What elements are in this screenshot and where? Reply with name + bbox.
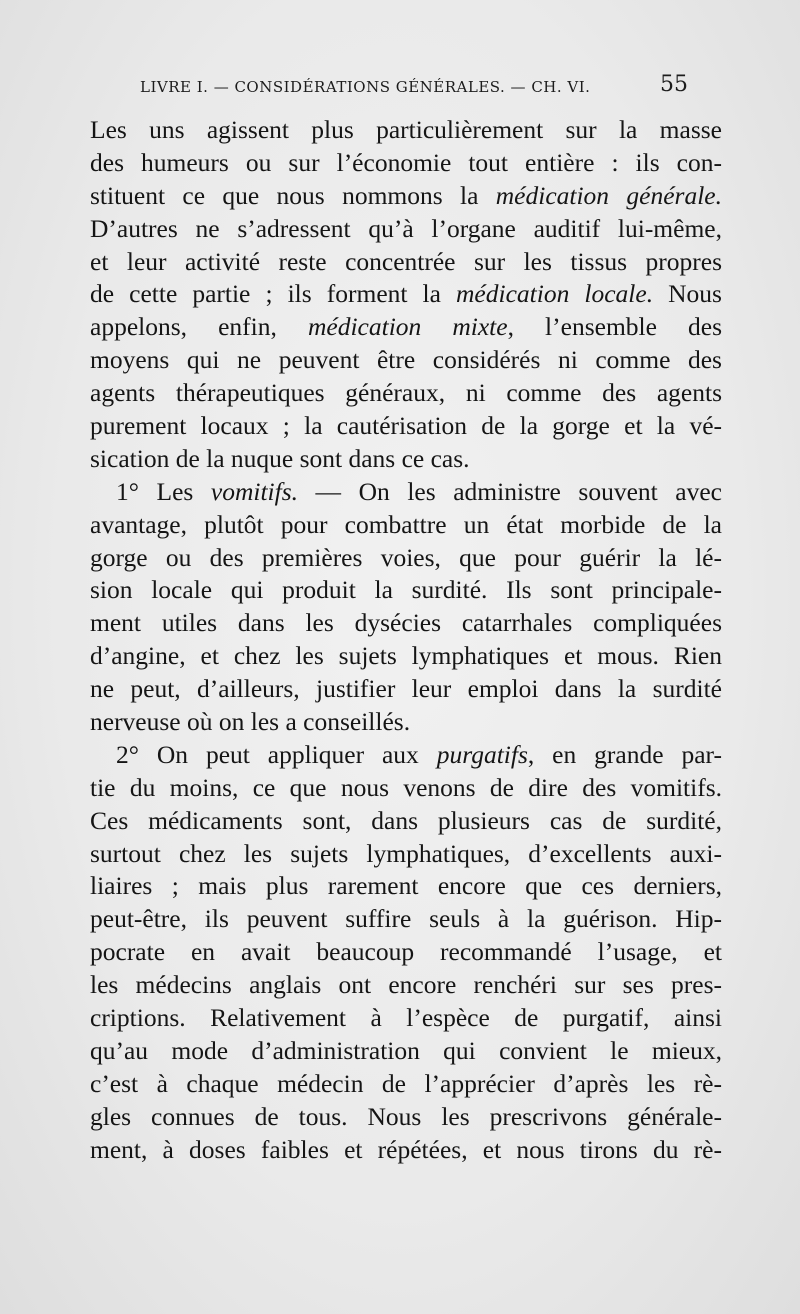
text-line: des humeurs ou sur l’économie tout entière : ils con- xyxy=(90,147,722,177)
text-line: D’autres ne s’adressent qu’à l’organe auditif lui-même, xyxy=(90,213,722,243)
text-line: peut-être, ils peuvent suffire seuls à la guérison. Hip- xyxy=(90,904,722,934)
text-line: d’angine, et chez les sujets lymphatiques et mous. Rien xyxy=(90,641,722,671)
text-line: appelons, enfin, médication mixte, l’ensemble des xyxy=(90,312,723,342)
running-title: LIVRE I. — CONSIDÉRATIONS GÉNÉRALES. — CH. VI. xyxy=(140,78,591,96)
text-line: et leur activité reste concentrée sur les tissus propres xyxy=(90,246,722,276)
text-line: 2° On peut appliquer aux purgatifs, en grande par- xyxy=(116,739,722,769)
text-line: les médecins anglais ont encore renchéri sur ses pres- xyxy=(90,970,722,1000)
body-text xyxy=(90,114,722,1167)
text-line: agents thérapeutiques généraux, ni comme des agents xyxy=(90,378,722,408)
text-line: avantage, plutôt pour combattre un état morbide de la xyxy=(90,509,722,539)
page-number: 55 xyxy=(660,72,688,97)
text-line: liaires ; mais plus rarement encore que ces derniers, xyxy=(90,871,722,901)
text-line: moyens qui ne peuvent être considérés ni comme des xyxy=(90,345,722,375)
text-line: Les uns agissent plus particulièrement sur la masse xyxy=(90,115,722,144)
text-line: de cette partie ; ils forment la médication locale. Nous xyxy=(90,279,722,309)
text-line: purement locaux ; la cautérisation de la gorge et la vé- xyxy=(90,411,722,441)
text-line: criptions. Relativement à l’espèce de purgatif, ainsi xyxy=(90,1003,722,1033)
text-line: nerveuse où on les a conseillés. xyxy=(90,707,411,737)
text-line: sion locale qui produit la surdité. Ils sont principale- xyxy=(90,575,722,605)
text-line: pocrate en avait beaucoup recommandé l’usage, et xyxy=(90,937,722,967)
text-line: ne peut, d’ailleurs, justifier leur emploi dans la surdité xyxy=(90,674,722,704)
text-line: gles connues de tous. Nous les prescrivons générale- xyxy=(90,1101,722,1131)
text-line: qu’au mode d’administration qui convient le mieux, xyxy=(90,1035,722,1065)
text-line: ment, à doses faibles et répétées, et nous tirons du rè- xyxy=(90,1134,722,1164)
text-line: ment utiles dans les dysécies catarrhales compliquées xyxy=(90,608,722,638)
text-line: stituent ce que nous nommons la médication générale. xyxy=(90,180,722,210)
text-line: Ces médicaments sont, dans plusieurs cas de surdité, xyxy=(90,805,722,835)
text-line: 1° Les vomitifs. — On les administre souvent avec xyxy=(116,476,722,506)
text-line: tie du moins, ce que nous venons de dire des vomitifs. xyxy=(90,772,722,802)
text-line: gorge ou des premières voies, que pour guérir la lé- xyxy=(90,542,722,572)
text-line: sication de la nuque sont dans ce cas. xyxy=(90,443,470,473)
text-line: surtout chez les sujets lymphatiques, d’excellents auxi- xyxy=(90,838,722,868)
text-line: c’est à chaque médecin de l’apprécier d’après les rè- xyxy=(90,1068,722,1098)
